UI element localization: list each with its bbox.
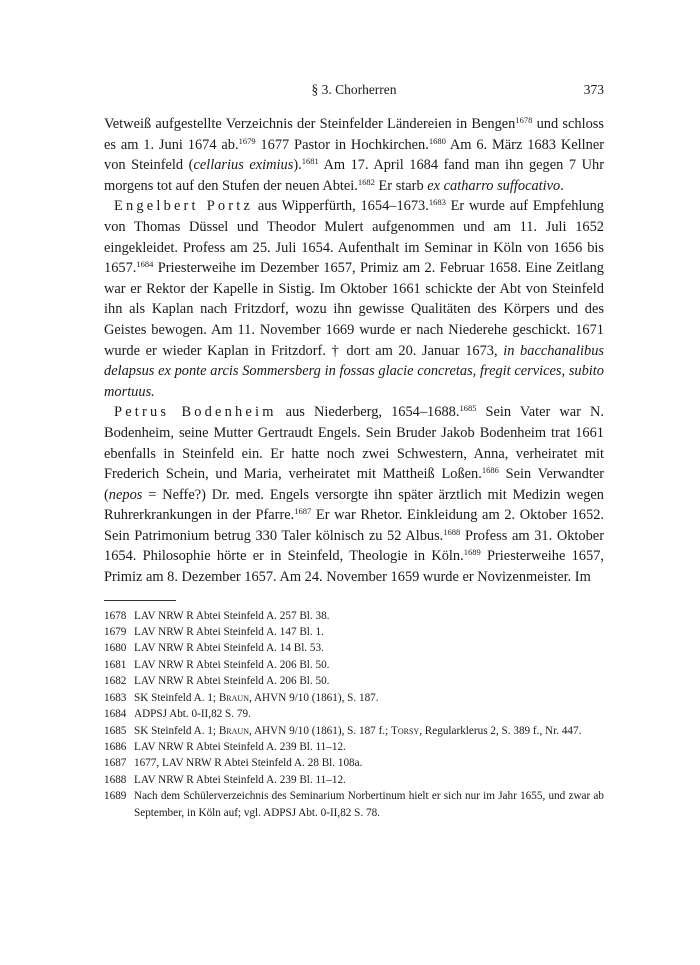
footnote-ref: 1688 <box>443 526 461 537</box>
footnote-text <box>134 608 604 624</box>
footnote-number: 1688 <box>104 773 127 786</box>
footnote <box>104 690 604 706</box>
footnote-number: 1679 <box>104 626 127 639</box>
running-head <box>104 82 604 104</box>
text-run: 1677, LAV NRW R Abtei Steinfeld A. 28 Bl. 108a. <box>134 757 363 770</box>
footnote <box>104 755 604 771</box>
text-run: SK Steinfeld A. 1; <box>134 691 219 704</box>
text-run: LAV NRW R Abtei Steinfeld A. 206 Bl. 50. <box>134 675 330 688</box>
italic-text: cellarius eximius <box>193 157 294 174</box>
footnote-ref: 1680 <box>428 135 446 146</box>
text-run: Nach dem Schülerverzeichnis des Seminarium Norbertinum hielt er sich nur im Jahr 1655, und zwar ab September, in Köln auf; vgl. ADPSJ Abt. 0-II,82 S. 78. <box>134 790 604 819</box>
footnote <box>104 657 604 673</box>
paragraph <box>104 196 604 402</box>
footnote-ref: 1683 <box>428 197 446 208</box>
footnote-text <box>134 690 604 706</box>
footnote-ref: 1681 <box>301 156 319 167</box>
footnote <box>104 788 604 821</box>
footnote <box>104 739 604 755</box>
body-text <box>104 114 604 588</box>
text-run: SK Steinfeld A. 1; <box>134 724 219 737</box>
paragraph <box>104 114 604 196</box>
text-run: und schloss es am 1. Juni 1674 ab. <box>104 116 605 153</box>
footnote-ref: 1686 <box>481 465 499 476</box>
text-run: Sein Verwandter ( <box>104 466 605 503</box>
text-run: Am 17. April 1684 fand man ihn gegen 7 Uhr morgens tot auf den Stufen der neuen Abtei. <box>104 157 605 194</box>
text-run: ADPSJ Abt. 0-II,82 S. 79. <box>134 708 251 721</box>
footnote-text <box>134 788 604 821</box>
footnote-divider <box>104 600 176 601</box>
footnote <box>104 706 604 722</box>
footnote-text <box>134 739 604 755</box>
text-run: aus Niederberg, 1654–1688. <box>276 404 460 421</box>
text-run: ). <box>293 157 302 174</box>
footnote-ref: 1678 <box>515 115 533 125</box>
footnote-ref: 1685 <box>459 403 477 414</box>
text-run: aus Wipperfürth, 1654–1673. <box>253 198 429 215</box>
footnote-ref: 1679 <box>238 135 256 146</box>
footnote-number: 1681 <box>104 658 127 671</box>
author-name: Braun <box>218 691 249 704</box>
italic-text: nepos <box>108 486 143 503</box>
footnote-text <box>134 657 604 673</box>
footnote-number: 1686 <box>104 740 127 753</box>
footnote-text <box>134 706 604 722</box>
text-run: = Neffe?) Dr. med. Engels versorgte ihn später ärztlich mit Medizin wegen Ruhrerkrankungen in der Pfarre. <box>104 486 604 524</box>
text-run: Priesterweihe im Dezember 1657, Primiz am 2. Februar 1658. Eine Zeitlang war er Rektor der Kapelle in Sistig. Im Oktober 1661 schickte der Abt von Steinfeld ihn als Kaplan nach Fritzdorf, wozu ihn gewisse Qualitäten des Körpers und des Geistes bewogen. Am 11. November 1669 wurde er nach Niederehe geschickt. 1671 wurde er wieder Kaplan in Fritzdorf. † dort am 20. Januar 1673, <box>104 260 604 359</box>
footnote-number: 1678 <box>104 609 127 622</box>
text-run: LAV NRW R Abtei Steinfeld A. 239 Bl. 11–12. <box>134 773 346 786</box>
text-run: LAV NRW R Abtei Steinfeld A. 14 Bl. 53. <box>134 642 324 655</box>
footnote-text <box>134 772 604 788</box>
text-run: Vetweiß aufgestellte Verzeichnis der Steinfelder Ländereien in Bengen <box>104 116 516 132</box>
text-run: , Regularklerus 2, S. 389 f., Nr. 447. <box>419 724 582 737</box>
text-run: Er war Rhetor. Einkleidung am 2. Oktober 1652. Sein Patrimonium betrug 330 Taler kölnisch zu 52 Albus. <box>104 507 604 544</box>
footnotes <box>104 608 604 821</box>
footnote <box>104 772 604 788</box>
footnote-number: 1683 <box>104 691 127 704</box>
footnote-text <box>134 723 604 739</box>
author-name: Torsy <box>391 724 420 737</box>
paragraph <box>104 402 604 587</box>
italic-text: in bacchanalibus delapsus ex ponte arcis Sommersberg in fossas glacie concretas, fregit cervices, subito mortuus. <box>104 342 604 400</box>
footnote-number: 1687 <box>104 757 127 770</box>
text-run: Priesterweihe 1657, Primiz am 8. Dezember 1657. Am 24. November 1659 wurde er Novizenmeister. Im <box>104 548 604 586</box>
footnote <box>104 640 604 656</box>
text-run: Er starb <box>374 177 428 194</box>
footnote-text <box>134 673 604 689</box>
footnote-ref: 1684 <box>136 259 154 270</box>
book-page <box>104 82 604 821</box>
text-run: . <box>560 177 564 194</box>
footnote <box>104 723 604 739</box>
footnote-number: 1685 <box>104 724 127 737</box>
footnote-ref: 1687 <box>294 506 312 517</box>
italic-text: ex catharro suffocativo <box>427 177 561 194</box>
person-name: Engelbert Portz <box>114 198 254 215</box>
footnote <box>104 673 604 689</box>
text-run: Sein Vater war N. Bodenheim, seine Mutter Gertraudt Engels. Sein Bruder Jakob Bodenheim trat 1661 ebenfalls in Steinfeld ein. Er hatte noch zwei Schwestern, Anna, verheiratet mit Frederich Schein, und Maria, verheiratet mit Mattheiß Loßen. <box>104 404 604 483</box>
footnote-text <box>134 640 604 656</box>
footnote-ref: 1682 <box>357 176 375 187</box>
author-name: Braun <box>218 724 249 737</box>
footnote-text <box>134 624 604 640</box>
footnote-number: 1682 <box>104 675 127 688</box>
running-title: § 3. Chorherren <box>311 82 397 97</box>
footnote-number: 1680 <box>104 642 127 655</box>
footnote-number: 1684 <box>104 708 127 721</box>
text-run: , AHVN 9/10 (1861), S. 187 f.; <box>248 724 392 737</box>
text-run: Am 6. März 1683 Kellner von Steinfeld ( <box>104 136 604 174</box>
text-run: LAV NRW R Abtei Steinfeld A. 147 Bl. 1. <box>134 626 324 639</box>
footnote <box>104 624 604 640</box>
footnote-ref: 1689 <box>463 547 481 558</box>
person-name: Petrus Bodenheim <box>114 404 277 421</box>
text-run: , AHVN 9/10 (1861), S. 187. <box>248 691 379 704</box>
text-run: LAV NRW R Abtei Steinfeld A. 257 Bl. 38. <box>134 609 330 622</box>
footnote <box>104 608 604 624</box>
text-run: Profess am 31. Oktober 1654. Philosophie hörte er in Steinfeld, Theologie in Köln. <box>104 527 604 565</box>
page-number: 373 <box>583 82 604 97</box>
text-run: LAV NRW R Abtei Steinfeld A. 239 Bl. 11–12. <box>134 740 346 753</box>
footnote-number: 1689 <box>104 790 127 803</box>
footnote-text <box>134 755 604 771</box>
text-run: 1677 Pastor in Hochkirchen. <box>255 136 429 153</box>
text-run: LAV NRW R Abtei Steinfeld A. 206 Bl. 50. <box>134 658 330 671</box>
text-run: Er wurde auf Empfehlung von Thomas Düssel und Theodor Mulert aufgenommen und am 11. Juli 1652 eingekleidet. Profess am 25. Juli 1654. Aufenthalt im Seminar in Köln von 1656 bis 1657. <box>104 198 604 277</box>
